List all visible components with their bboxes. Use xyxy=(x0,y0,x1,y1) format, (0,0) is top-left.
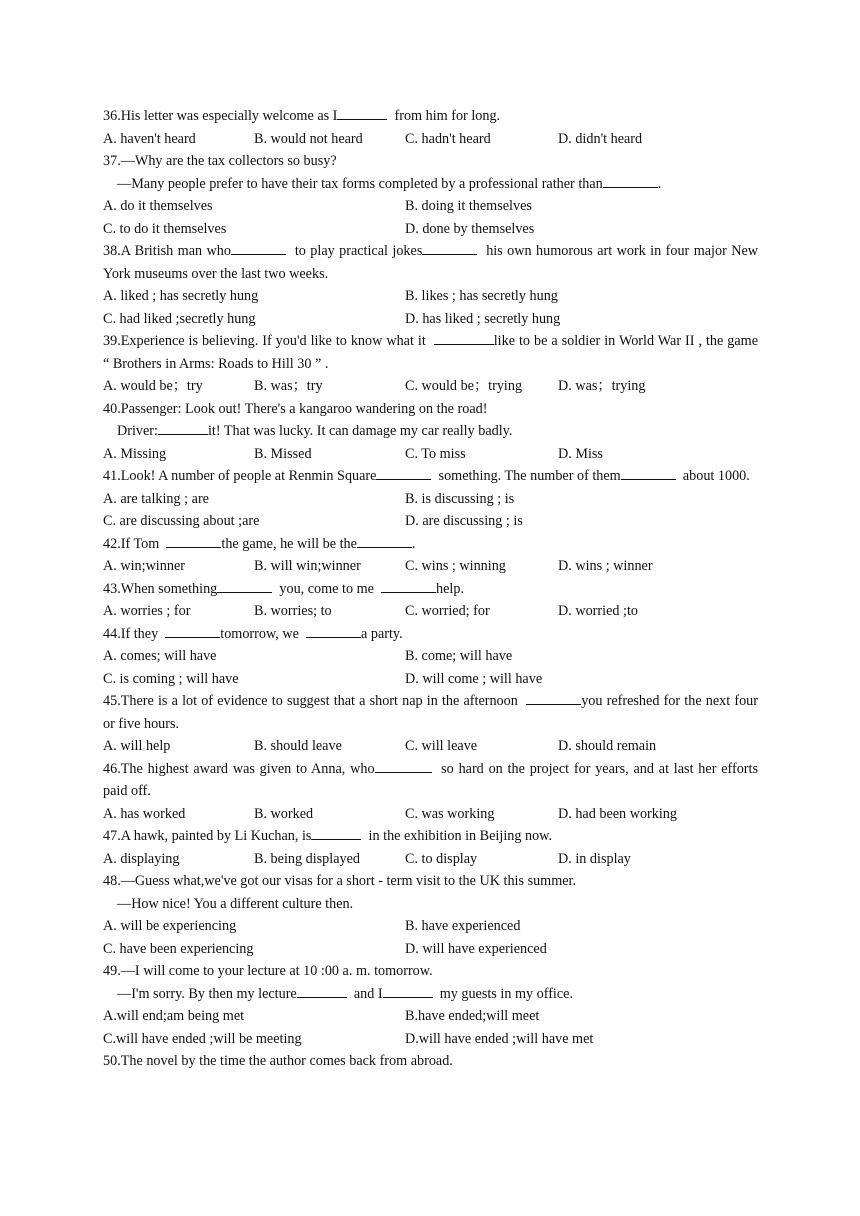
option-b: B. being displayed xyxy=(254,850,360,867)
question-number: 50. xyxy=(103,1053,121,1069)
options-36 xyxy=(103,128,758,151)
option-d: D. Miss xyxy=(558,445,603,462)
question-text: —Many people prefer to have their tax forms completed by a professional rather than xyxy=(117,175,603,192)
question-48-reply xyxy=(103,893,758,916)
question-text: —I will come to your lecture at 10 :00 a. m. tomorrow. xyxy=(120,963,433,979)
question-text: Driver: xyxy=(117,423,158,439)
question-text: . xyxy=(657,175,662,192)
question-number: 42. xyxy=(103,535,121,552)
option-c: C.will have ended ;will be meeting xyxy=(103,1030,302,1047)
option-a: A. displaying xyxy=(103,850,180,867)
question-text: —Why are the tax collectors so busy? xyxy=(120,153,337,169)
question-text: a party. xyxy=(361,625,403,642)
question-number: 46. xyxy=(103,760,121,777)
options-48-row1 xyxy=(103,915,758,938)
question-number: 49. xyxy=(103,963,121,979)
answer-blank xyxy=(434,330,494,345)
question-text: help. xyxy=(436,580,465,597)
options-38-row1 xyxy=(103,285,758,308)
option-d: D. done by themselves xyxy=(405,220,535,237)
option-c: C. will leave xyxy=(405,738,478,754)
options-41-row1 xyxy=(103,488,758,511)
answer-blank xyxy=(357,533,412,548)
option-c: C. To miss xyxy=(405,445,466,462)
option-c: C. to do it themselves xyxy=(103,220,227,237)
question-number: 39. xyxy=(103,333,121,349)
option-a: A. will be experiencing xyxy=(103,918,237,934)
question-text: it! That was lucky. It can damage my car really badly. xyxy=(207,423,513,439)
option-b: B.have ended;will meet xyxy=(405,1008,540,1024)
option-c: C. are discussing about ;are xyxy=(103,513,260,529)
exercise-content xyxy=(103,105,758,1073)
question-number: 45. xyxy=(103,693,121,709)
question-text: If Tom xyxy=(120,535,160,552)
options-40 xyxy=(103,443,758,466)
option-c: C. to display xyxy=(405,850,478,867)
answer-blank xyxy=(375,758,432,773)
question-37-reply xyxy=(103,173,758,196)
question-text: so hard on the project for years, and at last her efforts paid off. xyxy=(103,760,758,799)
question-39 xyxy=(103,330,758,375)
question-text: —I'm sorry. By then my lecture xyxy=(117,985,297,1002)
question-42 xyxy=(103,533,758,556)
option-c: C. worried; for xyxy=(405,603,490,619)
options-42 xyxy=(103,555,758,578)
options-39 xyxy=(103,375,758,398)
question-number: 44. xyxy=(103,625,121,642)
options-44-row2 xyxy=(103,668,758,691)
question-text: —How nice! You a different culture then. xyxy=(117,895,354,912)
question-text: from him for long. xyxy=(394,108,501,124)
question-40-reply xyxy=(103,420,758,443)
option-a: A. worries ; for xyxy=(103,603,191,619)
question-text: tomorrow, we xyxy=(220,625,299,642)
option-d: D. are discussing ; is xyxy=(405,513,523,529)
answer-blank xyxy=(603,173,658,188)
option-a: A. are talking ; are xyxy=(103,490,209,507)
answer-blank xyxy=(165,623,220,638)
question-49-reply xyxy=(103,983,758,1006)
options-49-row2 xyxy=(103,1028,758,1051)
question-text: his own humorous art work in four major New York museums over the last two weeks. xyxy=(103,243,759,282)
question-41 xyxy=(103,465,758,488)
option-c: C. is coming ; will have xyxy=(103,670,239,687)
answer-blank xyxy=(231,240,286,255)
question-text: A hawk, painted by Li Kuchan, is xyxy=(120,828,312,844)
question-text: and I xyxy=(353,985,383,1002)
option-b: B. doing it themselves xyxy=(405,198,532,214)
option-a: A. Missing xyxy=(103,445,167,462)
option-c: C. have been experiencing xyxy=(103,940,254,957)
option-d: D. didn't heard xyxy=(558,130,643,147)
option-a: A. has worked xyxy=(103,805,186,822)
option-d: D. should remain xyxy=(558,738,657,754)
question-text: There is a lot of evidence to suggest that a short nap in the afternoon xyxy=(120,693,518,709)
question-text: my guests in my office. xyxy=(439,985,574,1002)
question-text: The highest award was given to Anna, who xyxy=(120,760,375,777)
answer-blank xyxy=(337,105,387,120)
option-d: D. will have experienced xyxy=(405,940,547,957)
option-a: A.will end;am being met xyxy=(103,1008,245,1024)
question-text: like to be a soldier in World War II , the game “ Brothers in Arms: Roads to Hill 30 ” . xyxy=(103,333,758,372)
answer-blank xyxy=(166,533,221,548)
question-text: His letter was especially welcome as I xyxy=(120,108,338,124)
option-c: C. had liked ;secretly hung xyxy=(103,310,256,327)
option-c: C. would be；trying xyxy=(405,378,523,394)
options-37-row2 xyxy=(103,218,758,241)
question-46 xyxy=(103,758,758,803)
option-b: B. will win;winner xyxy=(254,558,361,574)
question-text: about 1000. xyxy=(682,468,750,484)
options-48-row2 xyxy=(103,938,758,961)
question-text: —Guess what,we've got our visas for a short - term visit to the UK this summer. xyxy=(120,873,577,889)
question-text: you refreshed for the next four or five hours. xyxy=(103,693,759,732)
question-36 xyxy=(103,105,758,128)
question-number: 40. xyxy=(103,400,121,417)
answer-blank xyxy=(422,240,477,255)
question-text: you, come to me xyxy=(279,580,374,597)
option-d: D. worried ;to xyxy=(558,603,638,619)
question-text: the game, he will be the xyxy=(221,535,357,552)
question-text: When something xyxy=(120,580,218,597)
answer-blank xyxy=(621,465,676,480)
question-number: 41. xyxy=(103,468,121,484)
option-b: B. worries; to xyxy=(254,603,332,619)
question-number: 47. xyxy=(103,828,121,844)
option-d: D. will come ; will have xyxy=(405,670,543,687)
option-b: B. likes ; has secretly hung xyxy=(405,288,558,304)
question-47 xyxy=(103,825,758,848)
options-41-row2 xyxy=(103,510,758,533)
option-a: A. would be；try xyxy=(103,378,203,394)
question-50 xyxy=(103,1050,758,1073)
option-c: C. wins ; winning xyxy=(405,558,506,574)
question-45 xyxy=(103,690,758,735)
options-43 xyxy=(103,600,758,623)
option-b: B. should leave xyxy=(254,738,342,754)
options-45 xyxy=(103,735,758,758)
answer-blank xyxy=(306,623,361,638)
option-b: B. come; will have xyxy=(405,648,513,664)
question-text: A British man who xyxy=(120,243,231,259)
question-37 xyxy=(103,150,758,173)
question-number: 48. xyxy=(103,873,121,889)
question-text: in the exhibition in Beijing now. xyxy=(368,828,553,844)
question-text: Passenger: Look out! There's a kangaroo wandering on the road! xyxy=(120,400,488,417)
option-a: A. win;winner xyxy=(103,558,185,574)
option-a: A. liked ; has secretly hung xyxy=(103,288,259,304)
option-b: B. was；try xyxy=(254,378,323,394)
question-text: . xyxy=(411,535,416,552)
option-c: C. hadn't heard xyxy=(405,130,491,147)
question-number: 37. xyxy=(103,153,121,169)
option-d: D. had been working xyxy=(558,805,677,822)
answer-blank xyxy=(311,825,361,840)
question-40 xyxy=(103,398,758,421)
question-number: 38. xyxy=(103,243,121,259)
question-49 xyxy=(103,960,758,983)
answer-blank xyxy=(297,983,347,998)
options-37-row1 xyxy=(103,195,758,218)
question-43 xyxy=(103,578,758,601)
option-d: D. wins ; winner xyxy=(558,558,653,574)
option-d: D. has liked ; secretly hung xyxy=(405,310,561,327)
options-44-row1 xyxy=(103,645,758,668)
option-b: B. would not heard xyxy=(254,130,363,147)
option-a: A. do it themselves xyxy=(103,198,213,214)
question-number: 43. xyxy=(103,580,121,597)
answer-blank xyxy=(526,690,581,705)
question-text: If they xyxy=(120,625,159,642)
option-c: C. was working xyxy=(405,805,495,822)
options-38-row2 xyxy=(103,308,758,331)
question-38 xyxy=(103,240,758,285)
option-d: D. in display xyxy=(558,850,631,867)
question-text: to play practical jokes xyxy=(294,243,423,259)
answer-blank xyxy=(376,465,431,480)
options-49-row1 xyxy=(103,1005,758,1028)
answer-blank xyxy=(383,983,433,998)
question-44 xyxy=(103,623,758,646)
option-a: A. haven't heard xyxy=(103,130,196,147)
question-text: The novel by the time the author comes back from abroad. xyxy=(120,1053,453,1069)
option-a: A. comes; will have xyxy=(103,648,217,664)
question-48 xyxy=(103,870,758,893)
answer-blank xyxy=(217,578,272,593)
options-47 xyxy=(103,848,758,871)
question-number: 36. xyxy=(103,108,121,124)
answer-blank xyxy=(158,420,208,435)
question-text: something. The number of them xyxy=(438,468,621,484)
option-b: B. have experienced xyxy=(405,918,521,934)
question-text: Look! A number of people at Renmin Square xyxy=(120,468,377,484)
option-b: B. is discussing ; is xyxy=(405,490,515,507)
question-text: Experience is believing. If you'd like to know what it xyxy=(120,333,426,349)
option-a: A. will help xyxy=(103,738,171,754)
option-d: D.will have ended ;will have met xyxy=(405,1030,594,1047)
option-b: B. Missed xyxy=(254,445,312,462)
answer-blank xyxy=(381,578,436,593)
options-46 xyxy=(103,803,758,826)
option-d: D. was；trying xyxy=(558,378,646,394)
option-b: B. worked xyxy=(254,805,314,822)
